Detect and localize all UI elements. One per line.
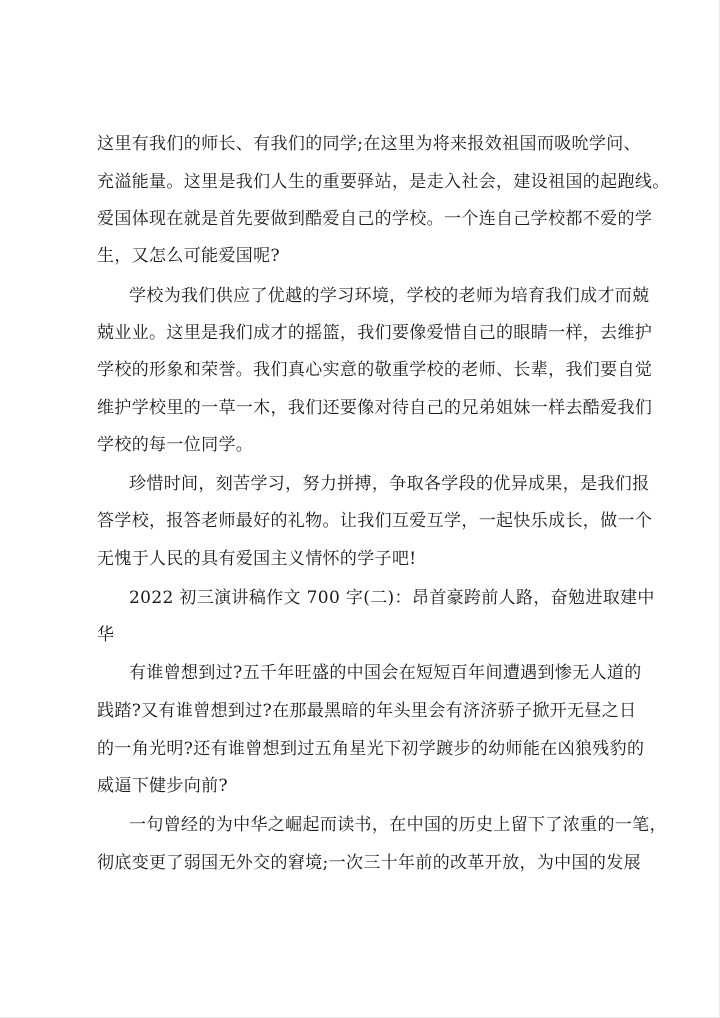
text-line-6: 兢业业。这里是我们成才的摇篮，我们要像爱惜自己的眼睛一样，去维护 (97, 323, 653, 343)
text-line-8: 维护学校里的一草一木，我们还要像对待自己的兄弟姐妹一样去酷爱我们 (97, 398, 653, 418)
text-line-4: 生，又怎么可能爱国呢? (97, 246, 280, 266)
text-line-1: 这里有我们的师长、有我们的同学;在这里为将来报效祖国而吸吮学问、 (97, 134, 641, 154)
text-line-11: 答学校，报答老师最好的礼物。让我们互爱互学，一起快乐成长，做一个 (97, 511, 653, 531)
section-heading-line-2: 华 (97, 625, 115, 645)
text-line-12: 无愧于人民的具有爱国主义情怀的学子吧! (97, 549, 417, 569)
text-line-15: 有谁曾想到过?五千年旺盛的中国会在短短百年间遭遇到惨无人道的 (129, 663, 642, 683)
text-line-5: 学校为我们供应了优越的学习环境，学校的老师为培育我们成才而兢 (129, 286, 650, 306)
text-line-10: 珍惜时间，刻苦学习，努力拼搏，争取各学段的优异成果，是我们报 (129, 474, 650, 494)
text-line-3: 爱国体现在就是首先要做到酷爱自己的学校。一个连自己学校都不爱的学 (97, 209, 653, 229)
section-heading-line-1: 2022 初三演讲稿作文 700 字(二)：昂首豪跨前人路，奋勉进取建中 (129, 588, 655, 608)
text-line-18: 威逼下健步向前? (97, 776, 228, 796)
text-line-16: 践踏?又有谁曾想到过?在那最黑暗的年头里会有济济骄子掀开无昼之日 (97, 701, 637, 721)
text-line-17: 的一角光明?还有谁曾想到过五角星光下初学踱步的幼师能在凶狼残豹的 (97, 739, 645, 759)
text-line-9: 学校的每一位同学。 (97, 435, 254, 455)
text-line-7: 学校的形象和荣誉。我们真心实意的敬重学校的老师、长辈，我们要自觉 (97, 360, 653, 380)
text-line-2: 充溢能量。这里是我们人生的重要驿站，是走入社会，建设祖国的起跑线。 (97, 172, 670, 192)
text-line-19: 一句曾经的为中华之崛起而读书，在中国的历史上留下了浓重的一笔， (129, 815, 667, 835)
text-line-20: 彻底变更了弱国无外交的窘境;一次三十年前的改革开放，为中国的发展 (97, 853, 641, 873)
